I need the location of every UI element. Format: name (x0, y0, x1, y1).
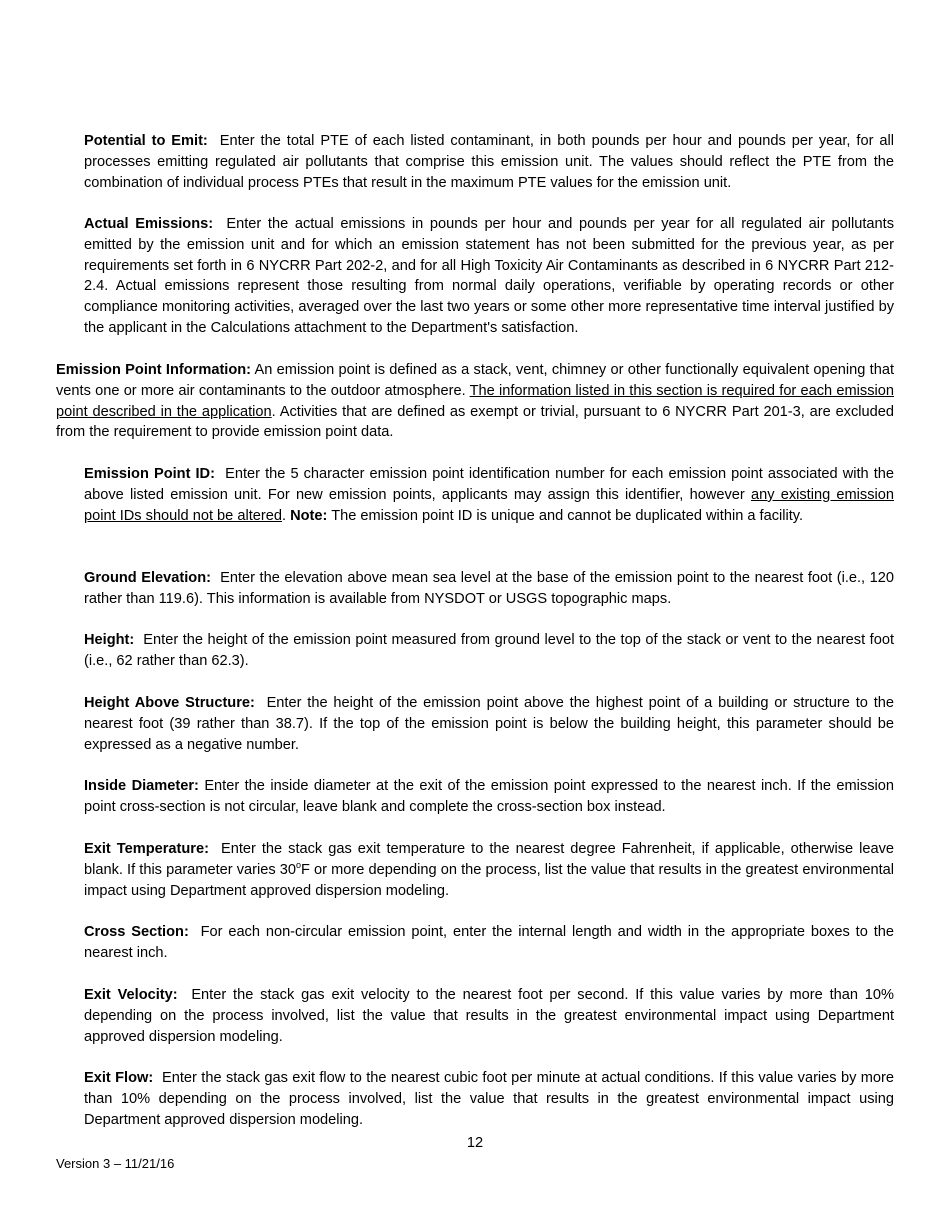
actual-emissions-term: Actual Emissions: (84, 216, 214, 232)
exit-temperature-text-end: F or more depending on the process, list the value that results in the greatest environmental impact using Department approved dispersion modeling. (84, 861, 894, 899)
degree-superscript: o (295, 859, 301, 870)
inside-diameter-text: Enter the inside diameter at the exit of the emission point expressed to the nearest inch. If the emission point cross-section is not circular, leave blank and complete the cross-section box instead. (84, 778, 894, 815)
exit-velocity-term: Exit Velocity: (84, 987, 178, 1003)
height-term: Height: (84, 632, 135, 648)
emission-point-id-text: Enter the 5 character emission point identification number for each emission point associated with the above listed emission unit. For new emission points, applicants may assign this identifier, however (84, 466, 895, 503)
version-footer: Version 3 – 11/21/16 (56, 1156, 175, 1171)
potential-to-emit-paragraph (84, 131, 894, 193)
exit-flow-paragraph (84, 1068, 894, 1130)
cross-section-term: Cross Section: (84, 924, 189, 940)
height-above-structure-term: Height Above Structure: (84, 695, 255, 711)
exit-velocity-paragraph (84, 985, 894, 1047)
exit-temperature-text: Enter the stack gas exit temperature to the nearest degree Fahrenheit, if applicable, otherwise leave blank. If this parameter varies 30 (84, 841, 894, 878)
emission-point-id-paragraph (84, 464, 894, 526)
emission-point-information-text-end: . Activities that are defined as exempt or trivial, pursuant to 6 NYCRR Part 201-3, are excluded from the requirement to provide emission point data. (56, 403, 894, 441)
height-text: Enter the height of the emission point measured from ground level to the top of the stack or vent to the nearest foot (i.e., 62 rather than 62.3). (84, 632, 894, 669)
emission-point-id-note-text: The emission point ID is unique and cannot be duplicated within a facility. (331, 507, 804, 524)
exit-flow-text: Enter the stack gas exit flow to the nearest cubic foot per minute at actual conditions. If this value varies by more than 10% depending on the process involved, list the value that results in the greatest environmental impact using Department approved dispersion modeling. (84, 1070, 895, 1128)
cross-section-text: For each non-circular emission point, enter the internal length and width in the appropriate boxes to the nearest inch. (84, 924, 894, 961)
ground-elevation-text: Enter the elevation above mean sea level at the base of the emission point to the nearest foot (i.e., 120 rather than 119.6). This information is available from NYSDOT or USGS topographic maps. (84, 570, 895, 607)
actual-emissions-text: Enter the actual emissions in pounds per hour and pounds per year for all regulated air pollutants emitted by the emission unit and for which an emission statement has not been submitted for the previous year, as per requirements set forth in 6 NYCRR Part 202-2, and for all High Toxicity Air Contaminants as described in 6 NYCRR Part 212-2.4. Actual emissions represent those resulting from normal daily operations, verifiable by operating records or other compliance monitoring activities, averaged over the last two years or some other more representative time interval justified by the applicant in the Calculations attachment to the Department's satisfaction. (84, 216, 895, 336)
ground-elevation-term: Ground Elevation: (84, 570, 211, 586)
emission-point-id-underlined: any existing emission point IDs should not be altered (84, 486, 894, 524)
page-number: 12 (466, 1135, 484, 1151)
emission-point-information-term: Emission Point Information: (56, 362, 252, 378)
potential-to-emit-term: Potential to Emit: (84, 133, 208, 149)
actual-emissions-paragraph (84, 214, 894, 339)
inside-diameter-term: Inside Diameter: (84, 778, 199, 794)
exit-temperature-term: Exit Temperature: (84, 841, 209, 857)
emission-point-information-underlined: The information listed in this section is required for each emission point described in the application (56, 382, 894, 420)
emission-point-information-paragraph (56, 360, 894, 443)
height-above-structure-text: Enter the height of the emission point above the highest point of a building or structure to the nearest foot (39 rather than 38.7). If the top of the emission point is below the building height, this parameter should be expressed as a negative number. (84, 695, 894, 753)
exit-velocity-text: Enter the stack gas exit velocity to the nearest foot per second. If this value varies by more than 10% depending on the process involved, list the value that results in the greatest environmental impact using Department approved dispersion modeling. (84, 987, 895, 1045)
potential-to-emit-text: Enter the total PTE of each listed contaminant, in both pounds per hour and pounds per year, for all processes emitting regulated air pollutants that comprise this emission unit. The values should reflect the PTE from the combination of individual process PTEs that result in the maximum PTE values for the emission unit. (84, 133, 895, 191)
inside-diameter-paragraph (84, 776, 894, 818)
emission-point-id-term: Emission Point ID: (84, 466, 215, 482)
height-paragraph (84, 630, 894, 672)
exit-temperature-paragraph (84, 839, 894, 901)
emission-point-id-period: . (281, 507, 287, 524)
height-above-structure-paragraph (84, 693, 894, 755)
emission-point-id-note-label: Note: (290, 507, 328, 524)
emission-point-information-text: An emission point is defined as a stack, vent, chimney or other functionally equivalent opening that vents one or more air contaminants to the outdoor atmosphere. (56, 362, 894, 399)
ground-elevation-paragraph (84, 568, 894, 610)
cross-section-paragraph (84, 922, 894, 964)
exit-flow-term: Exit Flow: (84, 1070, 154, 1086)
